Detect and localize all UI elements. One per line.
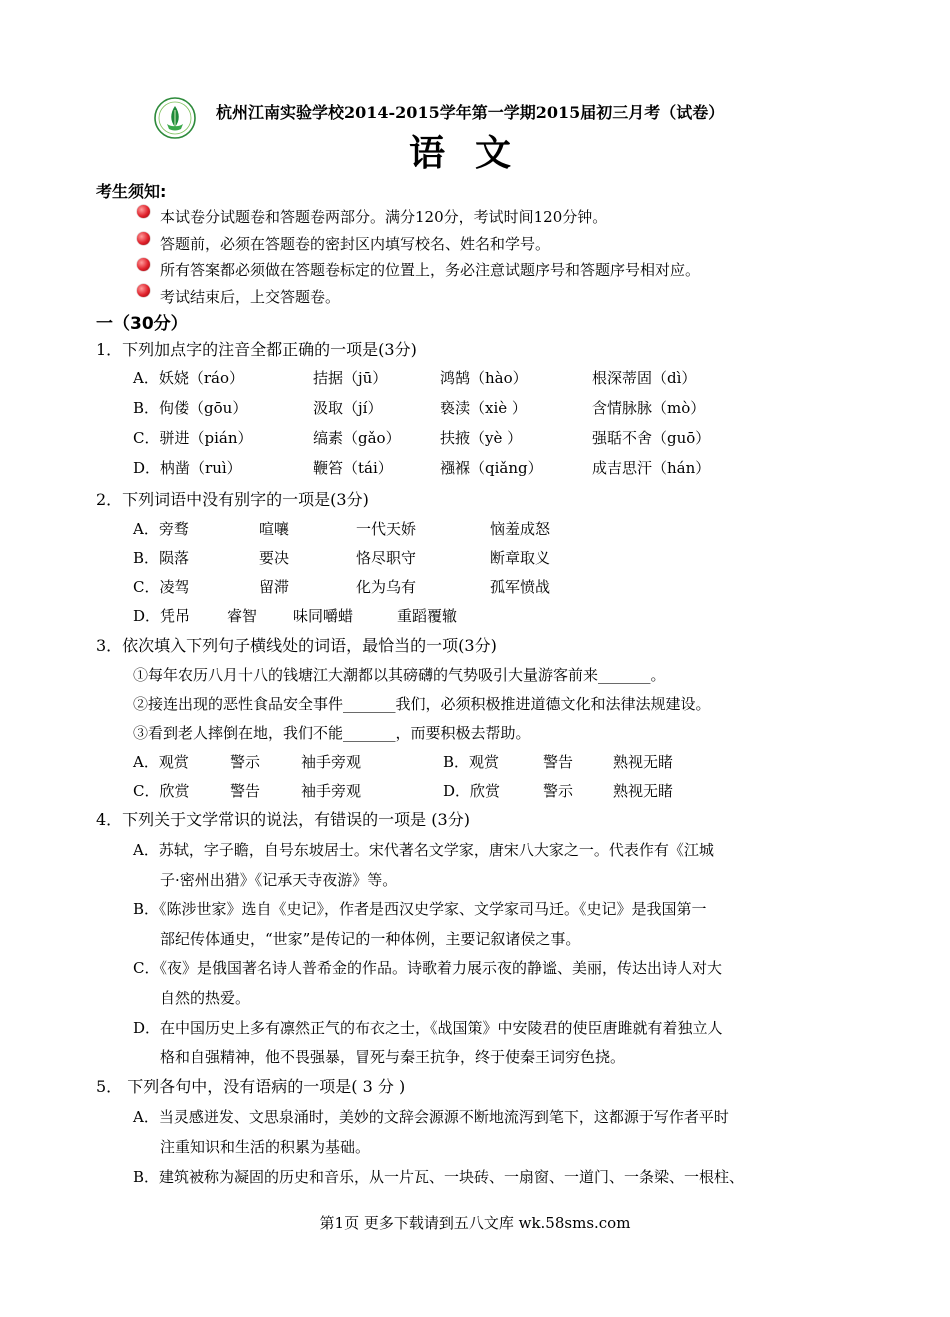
option-text: C．欣赏 — [133, 782, 190, 800]
sentence-text: ①每年农历八月十八的钱塘江大潮都以其磅礴的气势吸引大量游客前来_______。 — [133, 666, 666, 684]
option-text: 根深蒂固（dì） — [592, 369, 697, 387]
bullet-icon — [137, 284, 150, 297]
exam-title: 杭州江南实验学校2014-2015学年第一学期2015届初三月考（试卷） — [216, 103, 725, 122]
page-footer: 第1页 更多下载请到五八文库 wk.58sms.com — [319, 1214, 631, 1232]
option-text: B．佝偻（gōu） — [133, 399, 248, 417]
option-text: 子·密州出猎》《记承天寺夜游》等。 — [160, 871, 398, 889]
option-text: D．在中国历史上多有凛然正气的布衣之士，《战国策》中安陵君的使臣唐雎就有着独立人 — [133, 1019, 723, 1037]
option-text: B．观赏 — [443, 753, 500, 771]
sentence-text: ③看到老人摔倒在地，我们不能_______，而要积极去帮助。 — [133, 724, 531, 742]
option-text: 恪尽职守 — [356, 549, 417, 567]
option-text: B．陨落 — [133, 549, 190, 567]
section-heading: 一（30分） — [96, 314, 188, 334]
notice-item: 答题前，必须在答题卷的密封区内填写校名、姓名和学号。 — [160, 235, 551, 253]
option-text: 格和自强精神，他不畏强暴，冒死与秦王抗争，终于使秦王词穷色挠。 — [160, 1048, 626, 1066]
option-text: B．《陈涉世家》选自《史记》，作者是西汉史学家、文学家司马迁。《史记》是我国第一 — [133, 900, 707, 918]
option-text: 睿智 — [227, 607, 258, 625]
option-text: 熟视无睹 — [613, 782, 674, 800]
sentence-text: ②接连出现的恶性食品安全事件_______我们，必须积极推进道德文化和法律法规建设。 — [133, 695, 711, 713]
subject-title: 语文 — [408, 132, 541, 174]
option-text: 鞭笞（tái） — [313, 459, 393, 477]
option-text: 汲取（jí） — [313, 399, 383, 417]
question-stem: 2．下列词语中没有别字的一项是(3分) — [96, 490, 369, 509]
option-text: A．苏轼，字子瞻，自号东坡居士。宋代著名文学家，唐宋八大家之一。代表作有《江城 — [133, 841, 714, 859]
option-text: 袖手旁观 — [301, 782, 362, 800]
option-text: A．当灵感迸发、文思泉涌时，美妙的文辞会源源不断地流泻到笔下，这都源于写作者平时 — [133, 1108, 729, 1126]
option-text: A．妖娆（ráo） — [133, 369, 244, 387]
option-text: 恼羞成怒 — [490, 520, 551, 538]
option-text: 部纪传体通史，“世家”是传记的一种体例，主要记叙诸侯之事。 — [160, 930, 581, 948]
option-text: D．凭吊 — [133, 607, 191, 625]
option-text: 断章取义 — [490, 549, 551, 567]
notice-title: 考生须知: — [96, 182, 167, 201]
option-text: 拮据（jū） — [313, 369, 388, 387]
option-text: B．建筑被称为凝固的历史和音乐，从一片瓦、一块砖、一扇窗、一道门、一条梁、一根柱、 — [133, 1168, 745, 1186]
bullet-icon — [137, 205, 150, 218]
option-text: C．凌驾 — [133, 578, 190, 596]
option-text: 襁褓（qiǎng） — [440, 459, 543, 477]
option-text: 鸿鹄（hào） — [440, 369, 528, 387]
option-text: 亵渎（xiè ） — [440, 399, 527, 417]
option-text: 熟视无睹 — [613, 753, 674, 771]
question-stem: 3．依次填入下列句子横线处的词语，最恰当的一项(3分) — [96, 636, 497, 655]
notice-item: 所有答案都必须做在答题卷标定的位置上，务必注意试题序号和答题序号相对应。 — [160, 261, 701, 279]
bullet-icon — [137, 258, 150, 271]
option-text: D．枘凿（ruì） — [133, 459, 242, 477]
bullet-icon — [137, 232, 150, 245]
option-text: 喧嚷 — [259, 520, 290, 538]
option-text: 缟素（gǎo） — [313, 429, 401, 447]
question-stem: 4．下列关于文学常识的说法，有错误的一项是 (3分) — [96, 810, 470, 829]
option-text: 警示 — [230, 753, 261, 771]
option-text: C．《夜》是俄国著名诗人普希金的作品。诗歌着力展示夜的静谧、美丽，传达出诗人对大 — [133, 959, 722, 977]
option-text: 注重知识和生活的积累为基础。 — [160, 1138, 371, 1156]
option-text: 化为乌有 — [356, 578, 417, 596]
option-text: 含情脉脉（mò） — [592, 399, 706, 417]
option-text: 警告 — [230, 782, 261, 800]
option-text: 扶掖（yè ） — [440, 429, 523, 447]
question-stem: 1．下列加点字的注音全都正确的一项是(3分) — [96, 340, 417, 359]
option-text: D．欣赏 — [443, 782, 501, 800]
notice-item: 本试卷分试题卷和答题卷两部分。满分120分，考试时间120分钟。 — [160, 208, 608, 226]
option-text: 强聒不舍（guō） — [592, 429, 711, 447]
option-text: 孤军愤战 — [490, 578, 551, 596]
option-text: 味同嚼蜡 — [293, 607, 354, 625]
question-stem: 5． 下列各句中，没有语病的一项是( 3 分 ) — [96, 1077, 406, 1096]
option-text: C．骈进（pián） — [133, 429, 253, 447]
option-text: 袖手旁观 — [301, 753, 362, 771]
option-text: 一代天娇 — [356, 520, 417, 538]
notice-item: 考试结束后，上交答题卷。 — [160, 288, 341, 306]
option-text: 警告 — [543, 753, 574, 771]
option-text: 重蹈覆辙 — [397, 607, 458, 625]
option-text: 自然的热爱。 — [160, 989, 251, 1007]
option-text: 成吉思汗（hán） — [592, 459, 711, 477]
option-text: 警示 — [543, 782, 574, 800]
option-text: 留滞 — [259, 578, 290, 596]
option-text: 要决 — [259, 549, 290, 567]
option-text: A．旁骛 — [133, 520, 189, 538]
option-text: A．观赏 — [133, 753, 189, 771]
